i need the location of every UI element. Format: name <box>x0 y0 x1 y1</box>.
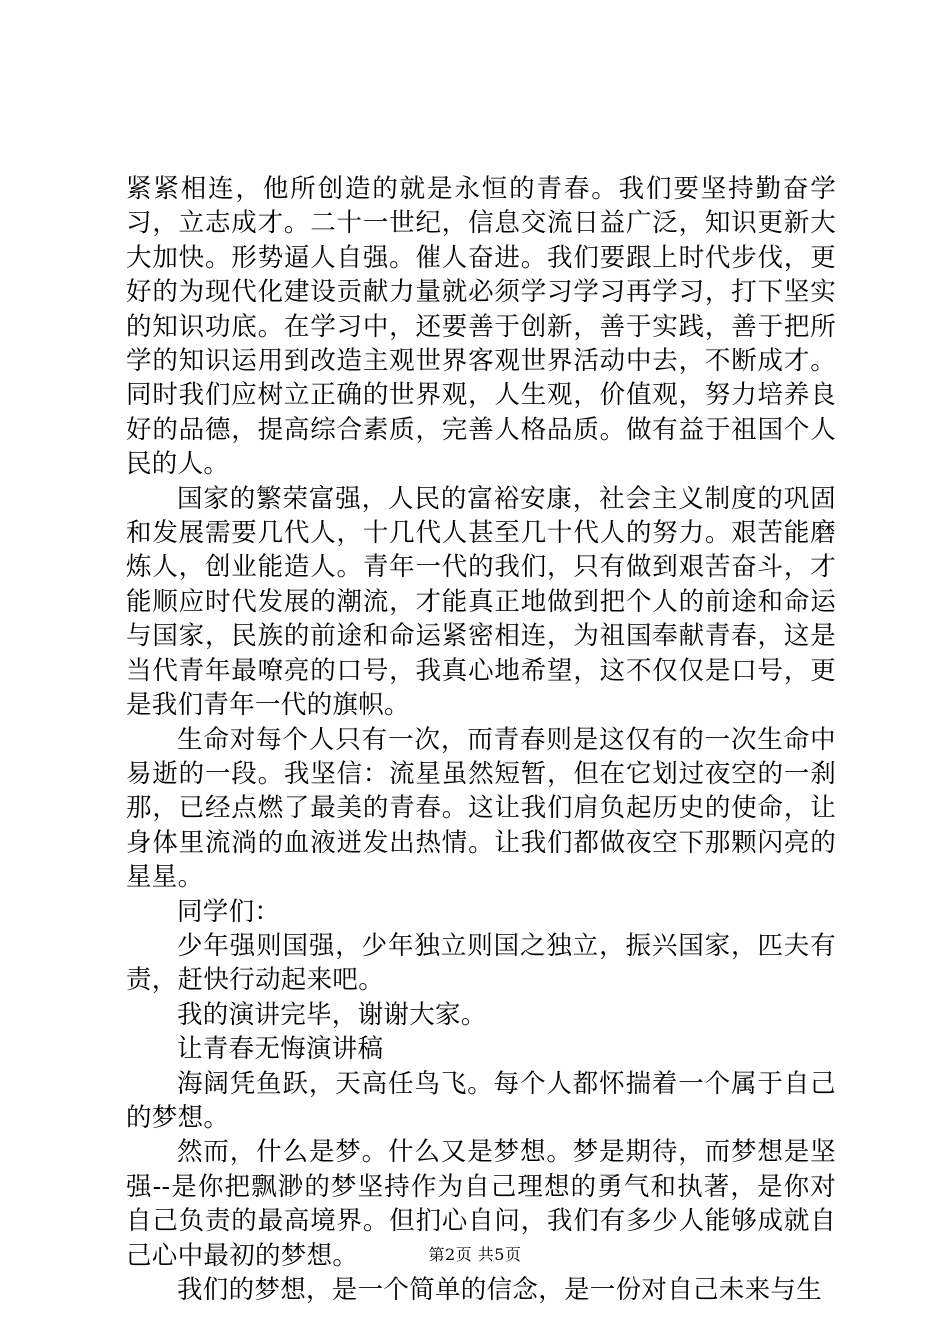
paragraph-8: 海阔凭鱼跃，天高任鸟飞。每个人都怀揣着一个属于自己的梦想。 <box>126 1068 836 1133</box>
paragraph-2: 国家的繁荣富强，人民的富裕安康，社会主义制度的巩固和发展需要几代人，十几代人甚至几十代人的努力。艰苦能磨炼人，创业能造人。青年一代的我们，只有做到艰苦奋斗，才能顺应时代发展的潮流，才能真正地做到把个人的前途和命运与国家，民族的前途和命运紧密相连，为祖国奉献青春，这是当代青年最嘹亮的口号，我真心地希望，这不仅仅是口号，更是我们青年一代的旗帜。 <box>126 483 836 721</box>
paragraph-10: 我们的梦想，是一个简单的信念，是一份对自己未来与生 <box>177 1275 823 1305</box>
paragraph-9: 然而，什么是梦。什么又是梦想。梦是期待，而梦想是坚强--是你把飘渺的梦坚持作为自己理想的勇气和执著，是你对自己负责的最高境界。但扪心自问，我们有多少人能够成就自己心中最初的梦想。 <box>126 1137 836 1271</box>
document-body <box>126 172 836 1307</box>
paragraph-1: 紧紧相连，他所创造的就是永恒的青春。我们要坚持勤奋学习，立志成才。二十一世纪，信息交流日益广泛，知识更新大大加快。形势逼人自强。催人奋进。我们要跟上时代步伐，更好的为现代化建设贡献力量就必须学习学习再学习，打下坚实的知识功底。在学习中，还要善于创新，善于实践，善于把所学的知识运用到改造主观世界客观世界活动中去，不断成才。同时我们应树立正确的世界观，人生观，价值观，努力培养良好的品德，提高综合素质，完善人格品质。做有益于祖国个人民的人。 <box>126 174 836 480</box>
paragraph-3: 生命对每个人只有一次，而青春则是这仅有的一次生命中易逝的一段。我坚信：流星虽然短暂，但在它划过夜空的一刹那，已经点燃了最美的青春。这让我们肩负起历史的使命，让身体里流淌的血液迸发出热情。让我们都做夜空下那颗闪亮的星星。 <box>126 724 836 893</box>
paragraph-6: 我的演讲完毕，谢谢大家。 <box>177 999 487 1030</box>
paragraph-5: 少年强则国强，少年独立则国之独立，振兴国家，匹夫有责，赶快行动起来吧。 <box>126 930 836 996</box>
speech-title: 让青春无悔演讲稿 <box>177 1034 384 1065</box>
paragraph-4: 同学们： <box>177 896 281 927</box>
page-footer: 第2页 共5页 <box>428 1245 522 1264</box>
